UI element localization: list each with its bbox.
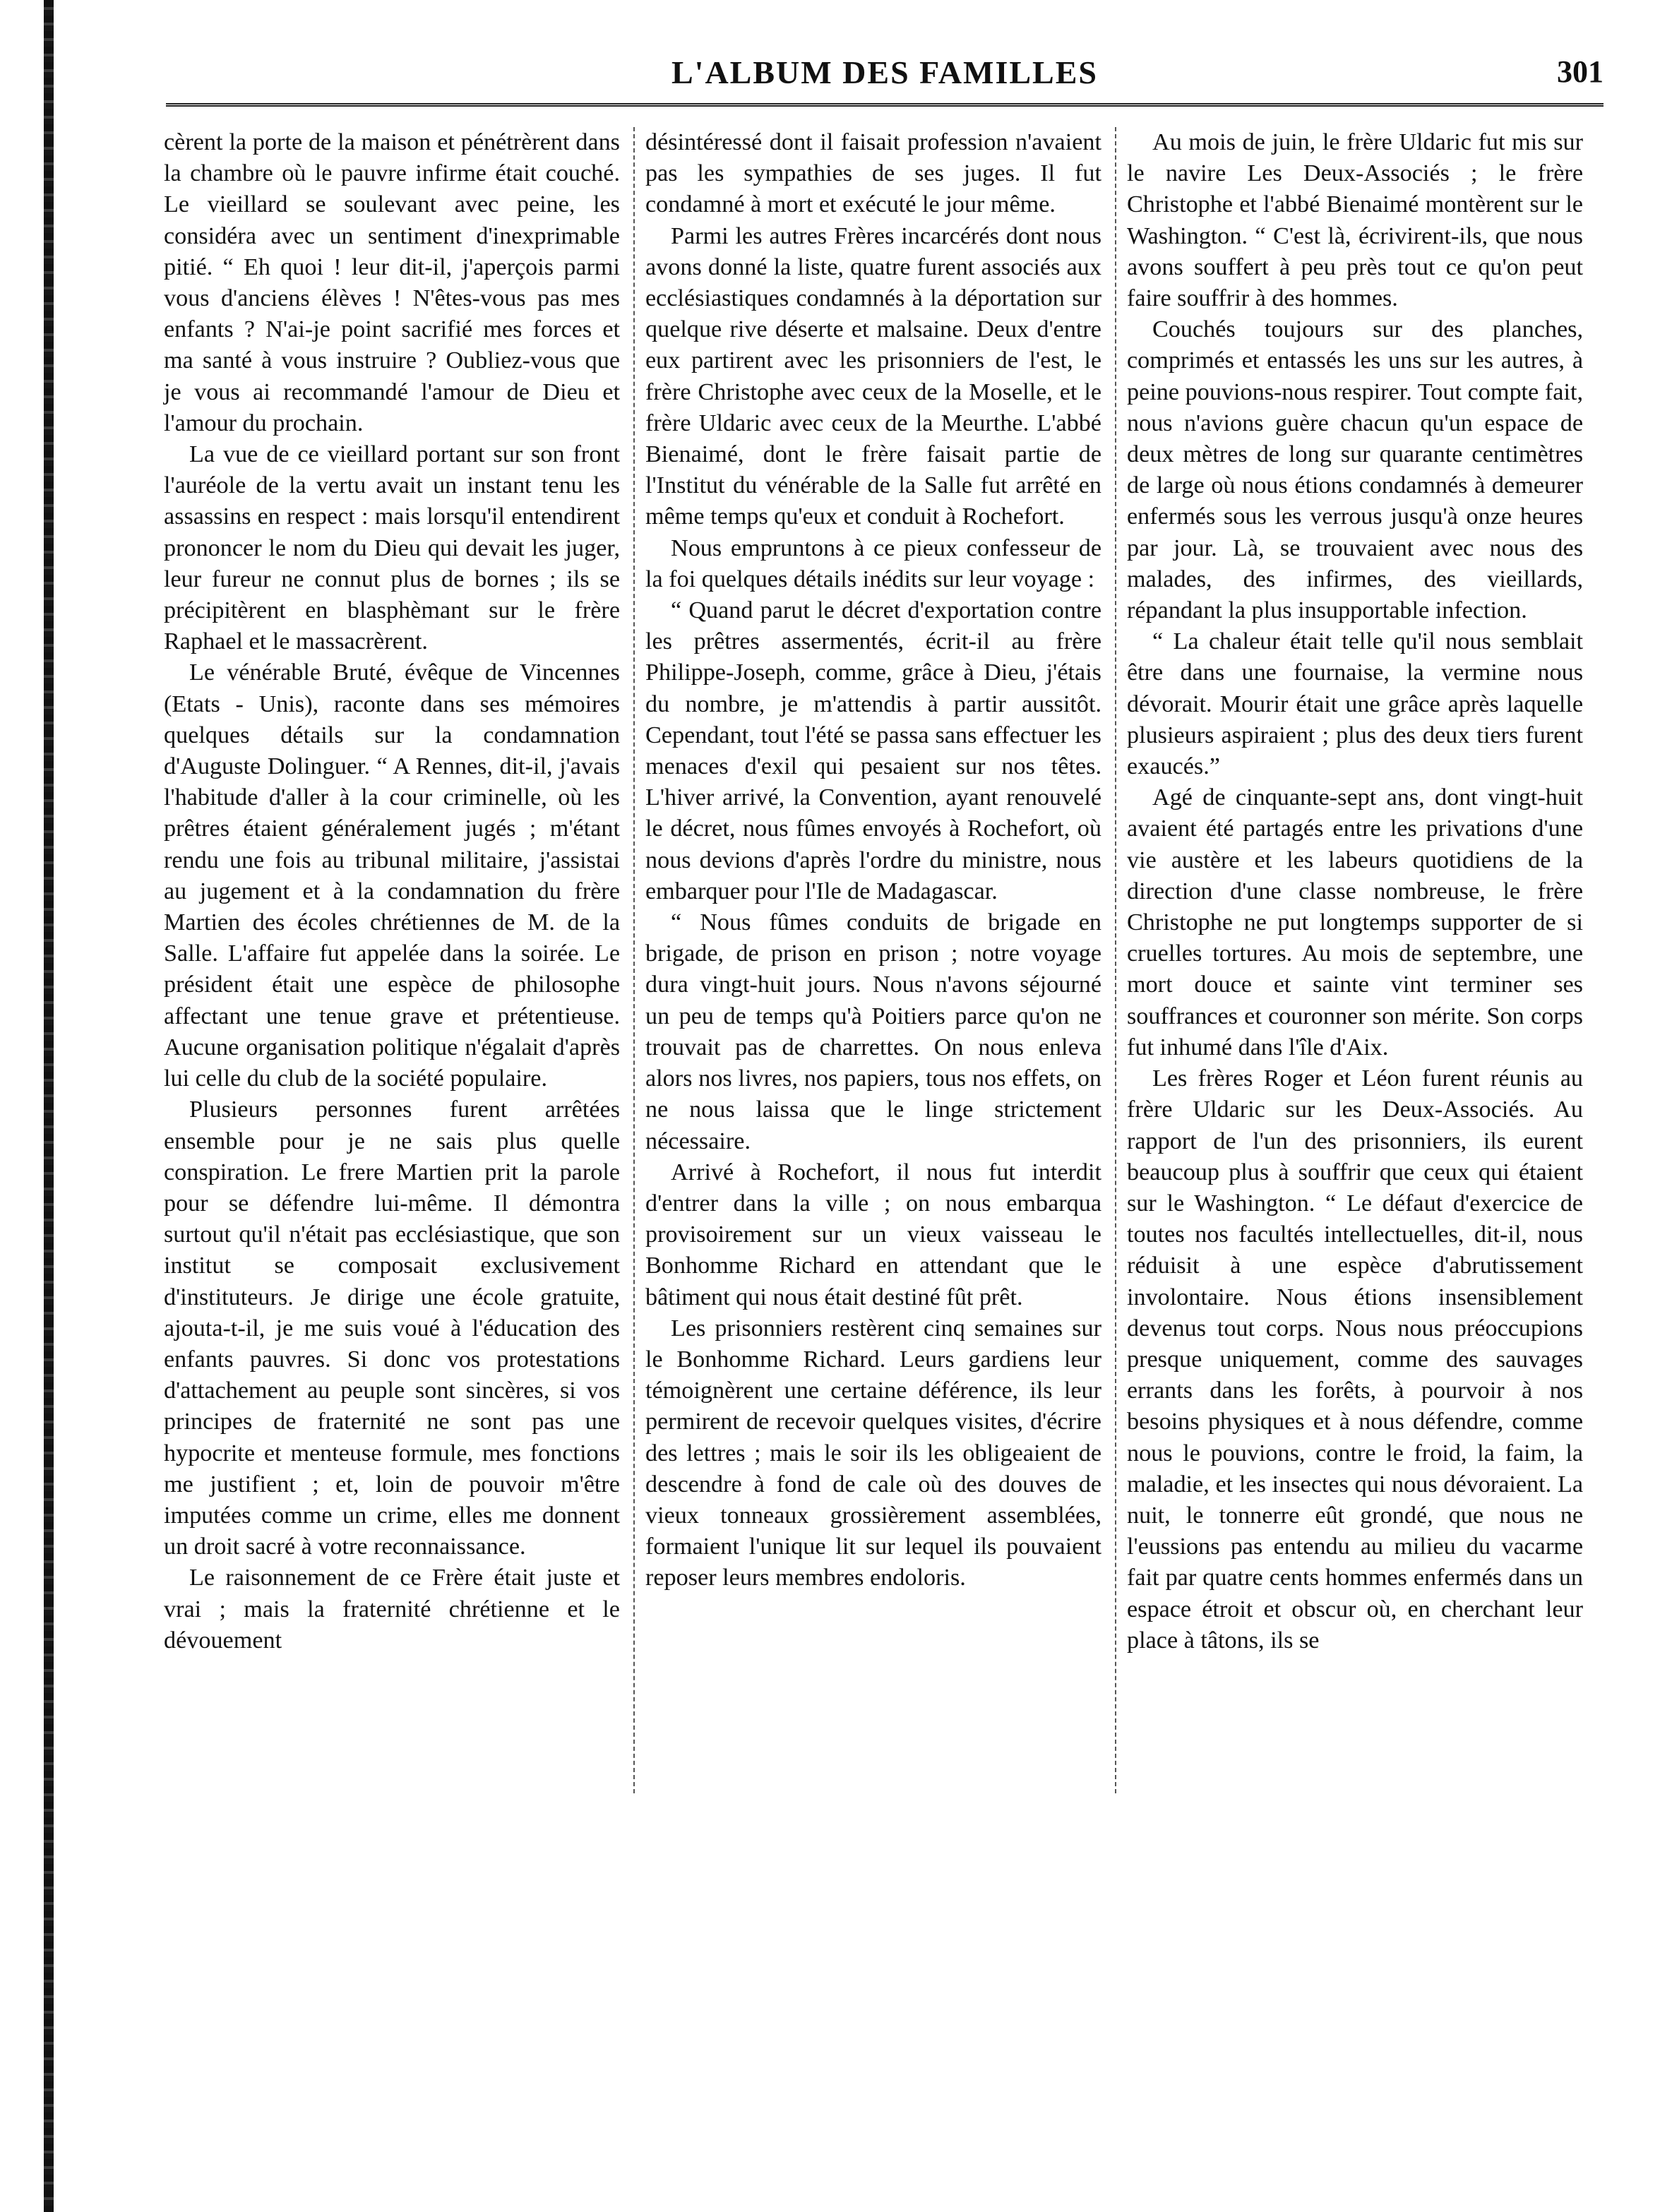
column-3 [1127, 127, 1583, 1656]
paragraph: Parmi les autres Frères incarcérés dont nous avons donné la liste, quatre furent associés aux ecclésiastiques condamnés à la déportation sur quelque rive déserte et malsaine. Deux d'entre eux partirent avec les prisonniers de l'est, le frère Christophe avec ceux de la Moselle, et le frère Uldaric avec ceux de la Meurthe. L'abbé Bienaimé, dont le frère faisait partie de l'Institut du vénérable de la Salle fut arrêté en même temps qu'eux et conduit à Rochefort. [645, 222, 1101, 530]
running-title: L'ALBUM DES FAMILLES [671, 54, 1099, 90]
paragraph: Nous empruntons à ce pieux confesseur de la foi quelques détails inédits sur leur voyage : [645, 534, 1101, 592]
paragraph: La vue de ce vieillard portant sur son front l'auréole de la vertu avait un instant tenu les assassins en respect : mais lorsqu'il entendirent prononcer le nom du Dieu qui devait les juger, leur fureur ne connut plus de bornes ; ils se précipitèrent en blasphèmant sur le frère Raphael et le massacrèrent. [164, 441, 620, 655]
paragraph: “ La chaleur était telle qu'il nous semblait être dans une fournaise, la vermine nous dévorait. Mourir était une grâce après laquelle plusieurs aspiraient ; plus des deux tiers furent exaucés.” [1127, 628, 1583, 780]
paragraph: “ Quand parut le décret d'exportation contre les prêtres assermentés, écrit-il au frère Philippe-Joseph, comme, grâce à Dieu, j'étais du nombre, je m'attendis à partir aussitôt. Cependant, tout l'été se passa sans effectuer les menaces d'exil qui pesaient sur nos têtes. L'hiver arrivé, la Convention, ayant renouvelé le décret, nous fûmes envoyés à Rochefort, où nous devions d'après l'ordre du ministre, nous embarquer pour l'Ile de Madagascar. [645, 597, 1101, 904]
column-1 [164, 127, 620, 1656]
column-2 [645, 127, 1101, 1594]
text-columns [164, 127, 1583, 2005]
paragraph: Agé de cinquante-sept ans, dont vingt-huit avaient été partagés entre les privations d'une vie austère et les labeurs quotidiens de la direction d'une classe nombreuse, le frère Christophe ne put longtemps supporter de si cruelles tortures. Au mois de septembre, une mort douce et sainte vint terminer ses souffrances et couronner son mérite. Son corps fut inhumé dans l'île d'Aix. [1127, 784, 1583, 1060]
paragraph: Les prisonniers restèrent cinq semaines sur le Bonhomme Richard. Leurs gardiens leur témoignèrent une certaine déférence, ils leur permirent de recevoir quelques visites, d'écrire des lettres ; mais le soir ils les obligeaient de descendre à fond de cale où des douves de vieux tonneaux grossièrement assemblées, formaient l'unique lit sur lequel ils pouvaient reposer leurs membres endoloris. [645, 1315, 1101, 1591]
paragraph: Le raisonnement de ce Frère était juste et vrai ; mais la fraternité chrétienne et le dévouement [164, 1565, 620, 1654]
paragraph: cèrent la porte de la maison et pénétrèrent dans la chambre où le pauvre infirme était couché. Le vieillard se soulevant avec peine, les considéra avec un sentiment d'inexprimable pitié. “ Eh quoi ! leur dit-il, j'aperçois parmi vous d'anciens élèves ! N'êtes-vous pas mes enfants ? N'ai-je point sacrifié mes forces et ma santé à vous instruire ? Oubliez-vous que je vous ai recommandé l'amour de Dieu et l'amour du prochain. [164, 129, 620, 436]
paragraph: Arrivé à Rochefort, il nous fut interdit d'entrer dans la ville ; on nous embarqua provisoirement sur un vieux vaisseau le Bonhomme Richard en attendant que le bâtiment qui nous était destiné fût prêt. [645, 1159, 1101, 1310]
paragraph: Plusieurs personnes furent arrêtées ensemble pour je ne sais plus quelle conspiration. Le frere Martien prit la parole pour se défendre lui-même. Il démontra surtout qu'il n'était pas ecclésiastique, que son institut se composait exclusivement d'instituteurs. Je dirige une école gratuite, ajouta-t-il, je me suis voué à l'éducation des enfants pauvres. Si donc vos protestations d'attachement au peuple sont sincères, si vos principes de fraternité ne sont pas une hypocrite et menteuse formule, mes fonctions me justifient ; et, loin de pouvoir m'être imputées comme un crime, elles me donnent un droit sacré à votre reconnaissance. [164, 1096, 620, 1560]
page-header [166, 49, 1604, 99]
paragraph: Le vénérable Bruté, évêque de Vincennes (Etats - Unis), raconte dans ses mémoires quelques détails sur la condamnation d'Auguste Dolinguer. “ A Rennes, dit-il, j'avais l'habitude d'aller à la cour criminelle, où les prêtres étaient généralement jugés ; m'étant rendu une fois au tribunal militaire, j'assistai au jugement et à la condamnation du frère Martien des écoles chrétiennes de M. de la Salle. L'affaire fut appelée dans la soirée. Le président était une espèce de philosophe affectant une tenue grave et prétentieuse. Aucune organisation politique n'égalait d'après lui celle du club de la société populaire. [164, 659, 620, 1092]
paragraph: Au mois de juin, le frère Uldaric fut mis sur le navire Les Deux-Associés ; le frère Christophe et l'abbé Bienaimé montèrent sur le Washington. “ C'est là, écrivirent-ils, que nous avons souffert à peu près tout ce qu'on peut faire souffrir à des hommes. [1127, 129, 1583, 312]
header-rule [166, 103, 1604, 107]
page-number: 301 [1557, 54, 1604, 89]
paragraph: “ Nous fûmes conduits de brigade en brigade, de prison en prison ; notre voyage dura vingt-huit jours. Nous n'avons séjourné un peu de temps qu'à Poitiers parce qu'on ne trouvait pas de charrettes. On nous enleva alors nos livres, nos papiers, tous nos effets, on ne nous laissa que le linge strictement nécessaire. [645, 909, 1101, 1154]
paragraph: Les frères Roger et Léon furent réunis au frère Uldaric sur les Deux-Associés. Au rapport de l'un des prisonniers, ils eurent beaucoup plus à souffrir que ceux qui étaient sur le Washington. “ Le défaut d'exercice de toutes nos facultés intellectuelles, dit-il, nous réduisit à une espèce d'abrutissement involontaire. Nous étions insensiblement devenus tout corps. Nous nous préoccupions presque uniquement, comme des sauvages errants dans les forêts, à pourvoir à nos besoins physiques et à nous défendre, comme nous le pouvions, contre le froid, la faim, la maladie, et les insectes qui nous dévoraient. La nuit, le tonnerre eût grondé, que nous ne l'eussions pas entendu au milieu du vacarme fait par quatre cents hommes enfermés dans un espace étroit et obscur où, en cherchant leur place à tâtons, ils se [1127, 1065, 1583, 1654]
paragraph: Couchés toujours sur des planches, comprimés et entassés les uns sur les autres, à peine pouvions-nous respirer. Tout compte fait, nous n'avions guère chacun qu'un espace de deux mètres de long sur quarante centimètres de large où nous étions condamnés à demeurer enfermés sous les verrous jusqu'à onze heures par jour. Là, se trouvaient avec nous des malades, des infirmes, des vieillards, répandant la plus insupportable infection. [1127, 316, 1583, 624]
binding-edge [44, 0, 54, 2212]
paragraph: désintéressé dont il faisait profession n'avaient pas les sympathies de ses juges. Il fut condamné à mort et exécuté le jour même. [645, 129, 1101, 218]
